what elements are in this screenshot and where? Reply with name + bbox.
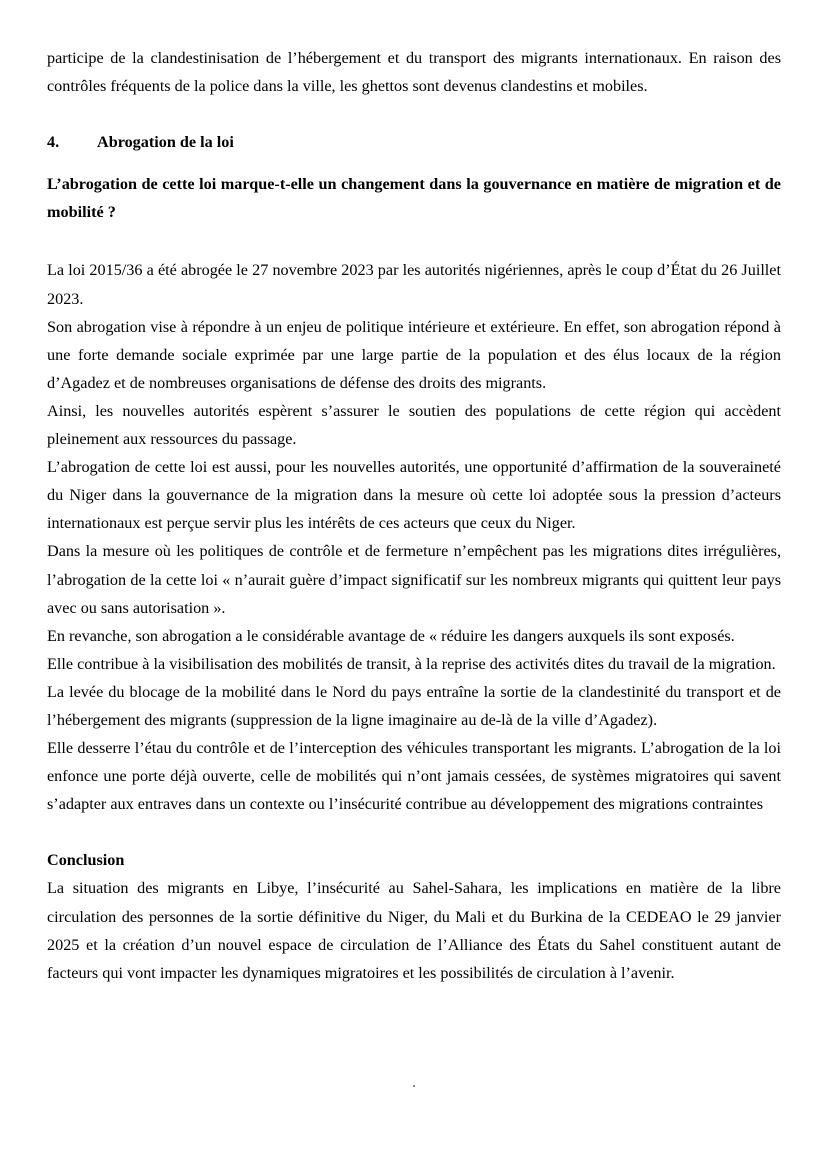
paragraph-continued-intro: participe de la clandestinisation de l’hébergement et du transport des migrants internationaux. En raison des contrôles fréquents de la police dans la ville, les ghettos sont devenus clandestins et mobiles. xyxy=(47,49,781,96)
paragraph-conclusion-body: La situation des migrants en Libye, l’insécurité au Sahel-Sahara, les implications en matière de la libre circulation des personnes de la sortie définitive du Niger, du Mali et du Burkina de la CEDEAO le 29 janvier 2025 et la création d’un nouvel espace de circulation de l’Alliance des États du Sahel constituent autant de facteurs qui vont impacter les dynamiques migratoires et les possibilités de circulation à l’avenir. xyxy=(47,879,781,982)
paragraph-reduce-dangers: En revanche, son abrogation a le considérable avantage de « réduire les dangers auxquels ils sont exposés. xyxy=(47,626,735,645)
section-title: Abrogation de la loi xyxy=(97,133,234,152)
document-body xyxy=(47,44,781,987)
paragraph-support-populations: Ainsi, les nouvelles autorités espèrent s’assurer le soutien des populations de cette région qui accèdent pleinement aux ressources du passage. xyxy=(47,401,781,449)
spacer xyxy=(47,100,781,128)
paragraph-control-loosening: Elle desserre l’étau du contrôle et de l’interception des véhicules transportant les migrants. L’abrogation de la loi enfonce une porte déjà ouverte, celle de mobilités qui n’ont jamais cessées, de systèmes migratoires qui savent s’adapter aux entraves dans un contexte ou l’insécurité contribue au développement des migrations contraintes xyxy=(47,739,781,814)
paragraph-sovereignty: L’abrogation de cette loi est aussi, pour les nouvelles autorités, une opportunité d’affirmation de la souveraineté du Niger dans la gouvernance de la migration dans la mesure où cette loi adoptée sous la pression d’acteurs internationaux est perçue servir plus les intérêts de ces acteurs que ceux du Niger. xyxy=(47,458,781,533)
paragraph-irregular-migrations: Dans la mesure où les politiques de contrôle et de fermeture n’empêchent pas les migrations dites irrégulières, l’abrogation de la cette loi « n’aurait guère d’impact significatif sur les nombreux migrants qui quittent leur pays avec ou sans autorisation ». xyxy=(47,542,781,617)
section-heading-abrogation xyxy=(47,128,781,156)
paragraph-visibility-transit: Elle contribue à la visibilisation des mobilités de transit, à la reprise des activités dites du travail de la migration. xyxy=(47,654,776,673)
paragraph-abrogation-law: La loi 2015/36 a été abrogée le 27 novembre 2023 par les autorités nigériennes, après le coup d’État du 26 Juillet 2023. xyxy=(47,261,781,308)
footer-mark: . xyxy=(412,1073,417,1091)
section-number: 4. xyxy=(47,133,60,152)
conclusion-heading: Conclusion xyxy=(47,851,125,870)
paragraph-interior-exterior: Son abrogation vise à répondre à un enjeu de politique intérieure et extérieure. En effet, son abrogation répond à une forte demande sociale exprimée par une large partie de la population et des élus locaux de la région d’Agadez et de nombreuses organisations de défense des droits des migrants. xyxy=(47,317,781,392)
paragraph-north-mobility: La levée du blocage de la mobilité dans le Nord du pays entraîne la sortie de la clandestinité du transport et de l’hébergement des migrants (suppression de la ligne imaginaire au de-là de la ville d’Agadez). xyxy=(47,682,781,729)
question-heading: L’abrogation de cette loi marque-t-elle un changement dans la gouvernance en matière de migration et de mobilité ? xyxy=(47,175,781,222)
spacer xyxy=(47,156,781,170)
spacer xyxy=(47,818,781,846)
spacer xyxy=(47,226,781,256)
